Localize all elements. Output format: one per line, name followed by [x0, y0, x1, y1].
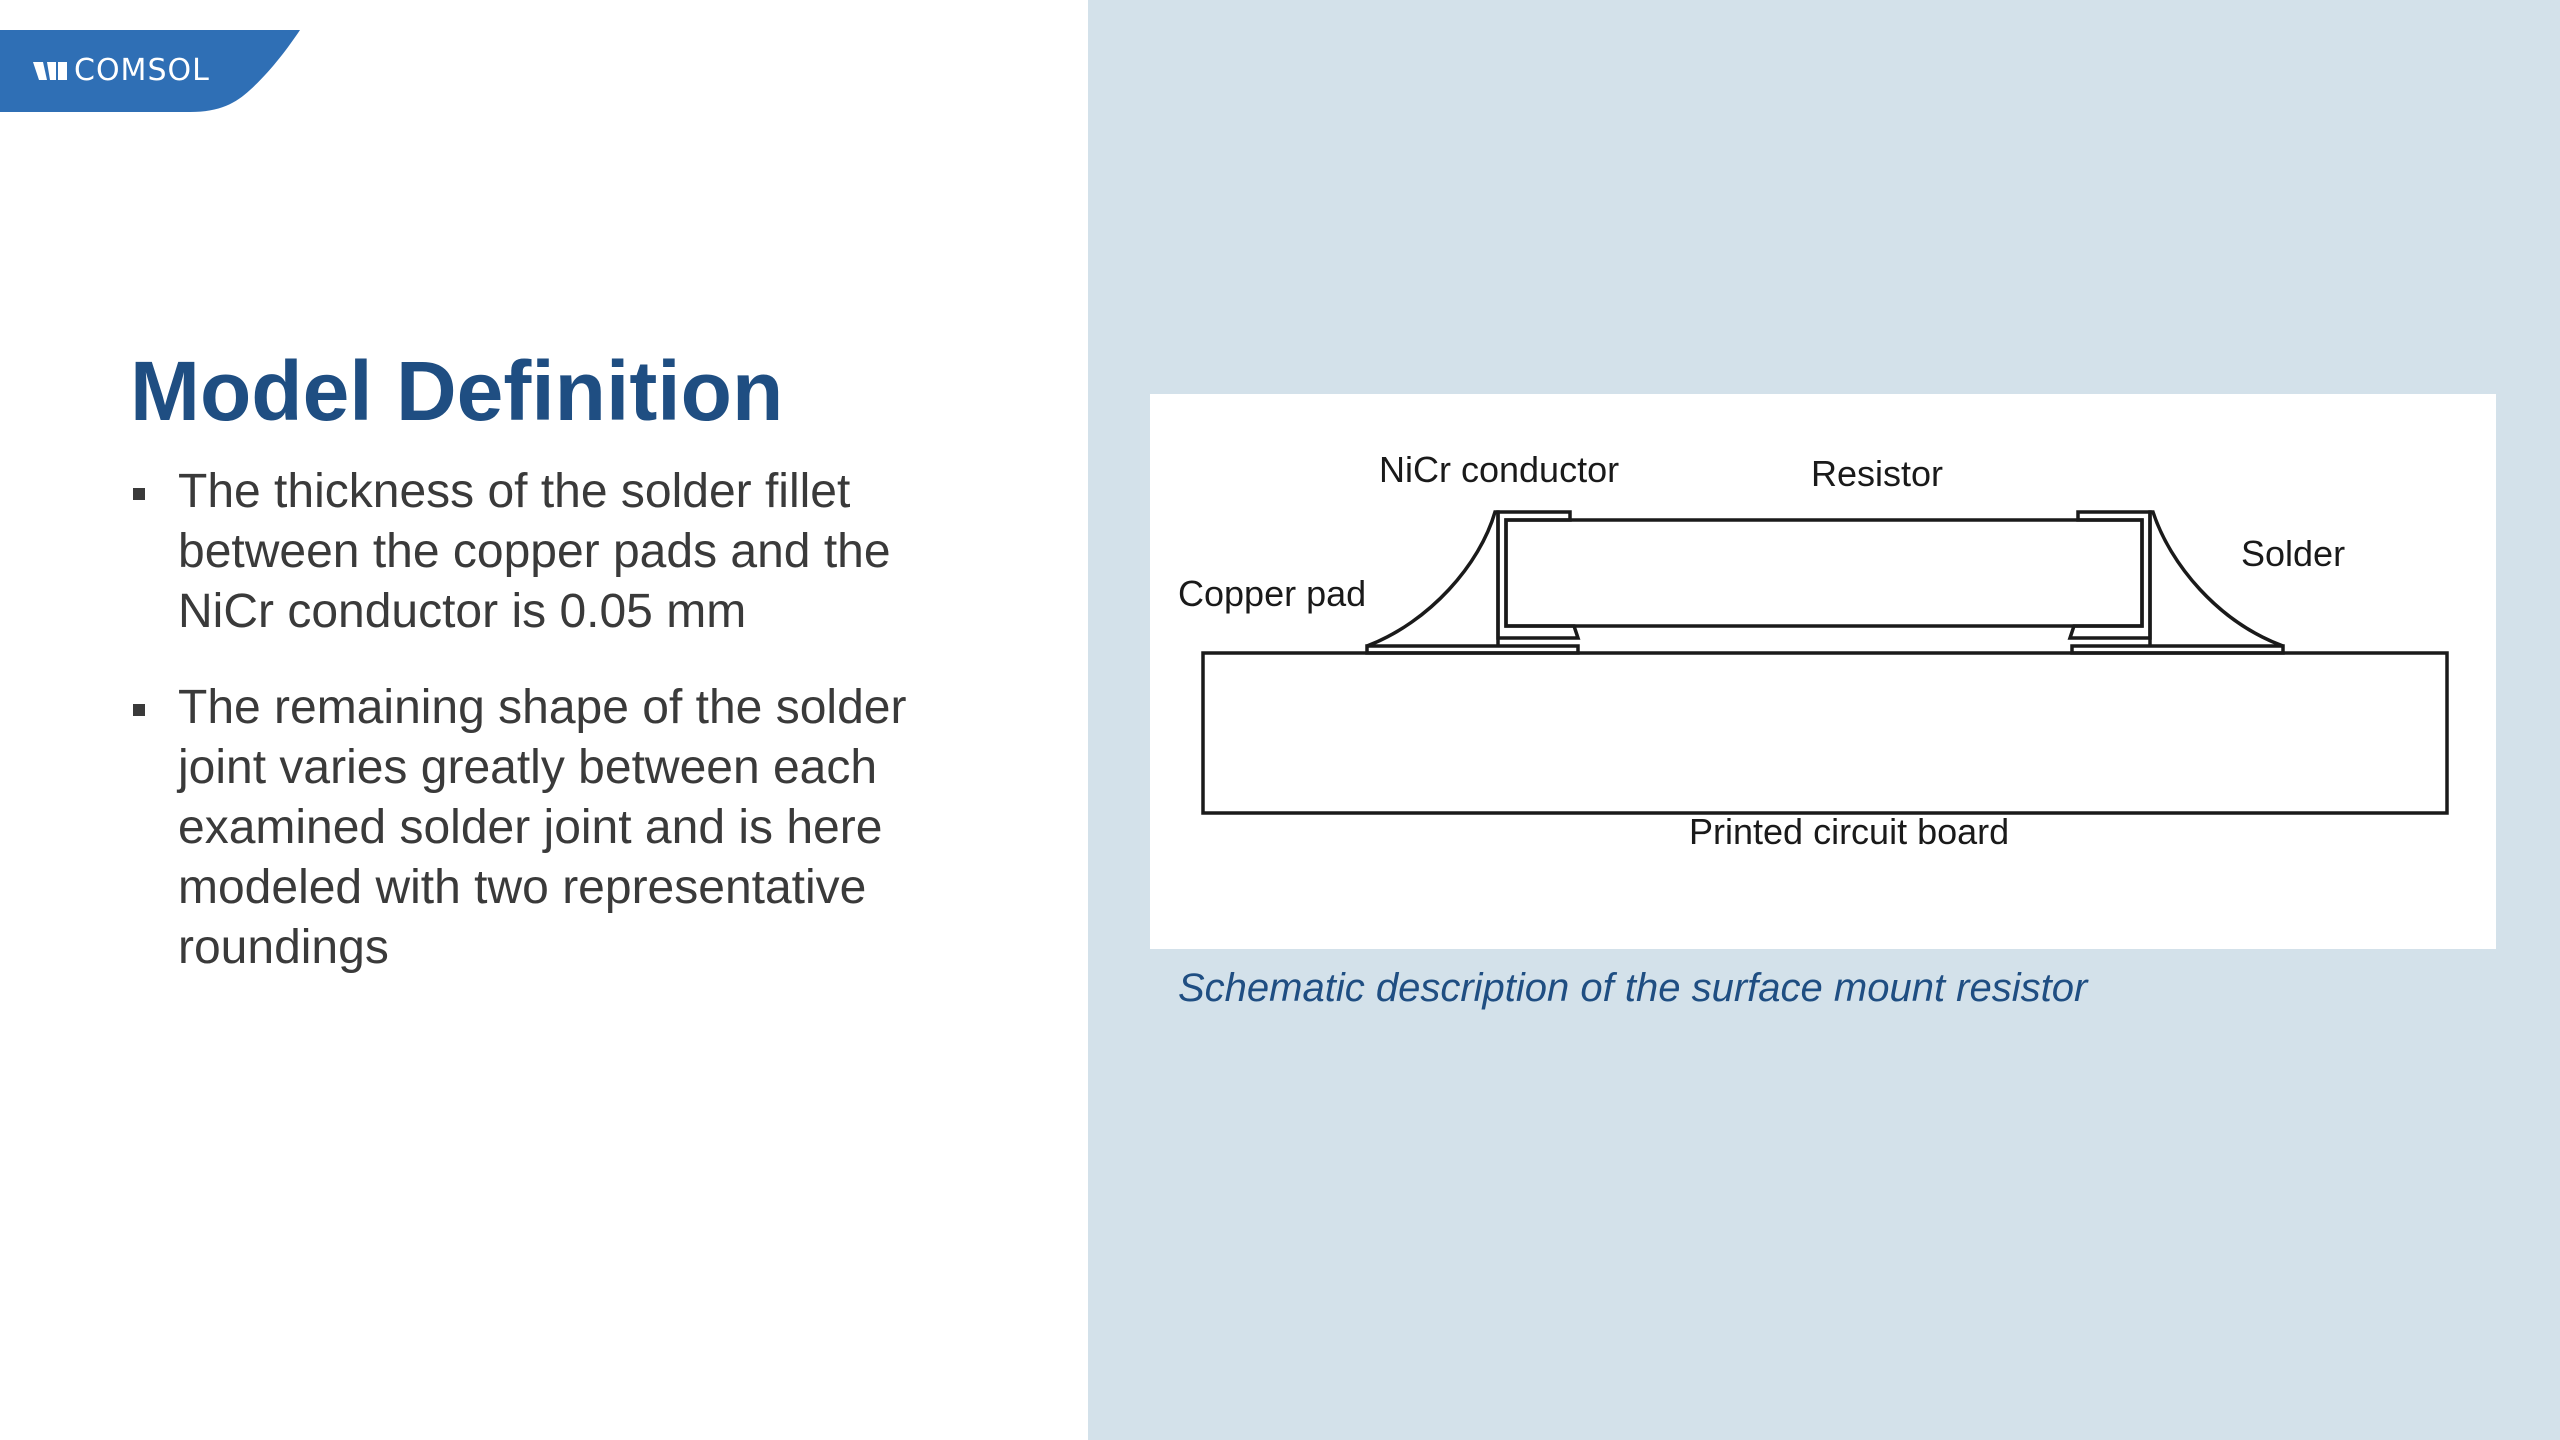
label-pcb: Printed circuit board [1689, 811, 2010, 852]
comsol-logo [0, 30, 300, 112]
bullet-text: The thickness of the solder fillet between the copper pads and the NiCr conductor is 0.05 mm [178, 465, 891, 638]
resistor-body [1506, 520, 2142, 626]
label-solder: Solder [2241, 533, 2346, 574]
square-bullet-icon [133, 704, 145, 716]
left-solder-fillet [1367, 512, 1498, 646]
schematic-figure [1150, 394, 2496, 949]
figure-caption: Schematic description of the surface mount resistor [1178, 966, 2088, 1010]
label-nicr-conductor: NiCr conductor [1379, 449, 1620, 490]
bullet-list [130, 462, 950, 1014]
left-copper-pad [1367, 646, 1578, 653]
square-bullet-icon [133, 488, 145, 500]
label-resistor: Resistor [1811, 453, 1944, 494]
pcb-shape [1203, 653, 2447, 813]
left-nicr-conductor [1498, 512, 1578, 638]
label-copper-pad: Copper pad [1178, 573, 1367, 614]
right-nicr-conductor [2070, 512, 2150, 638]
bullet-item [130, 462, 950, 642]
bullet-item [130, 678, 950, 978]
left-panel [0, 0, 1088, 1440]
logo-wordmark: COMSOL [74, 53, 210, 88]
slide-title: Model Definition [130, 344, 784, 438]
right-copper-pad [2072, 646, 2283, 653]
bullet-text: The remaining shape of the solder joint varies greatly between each examined solder joint and is here modeled with two representative roundings [178, 681, 907, 974]
